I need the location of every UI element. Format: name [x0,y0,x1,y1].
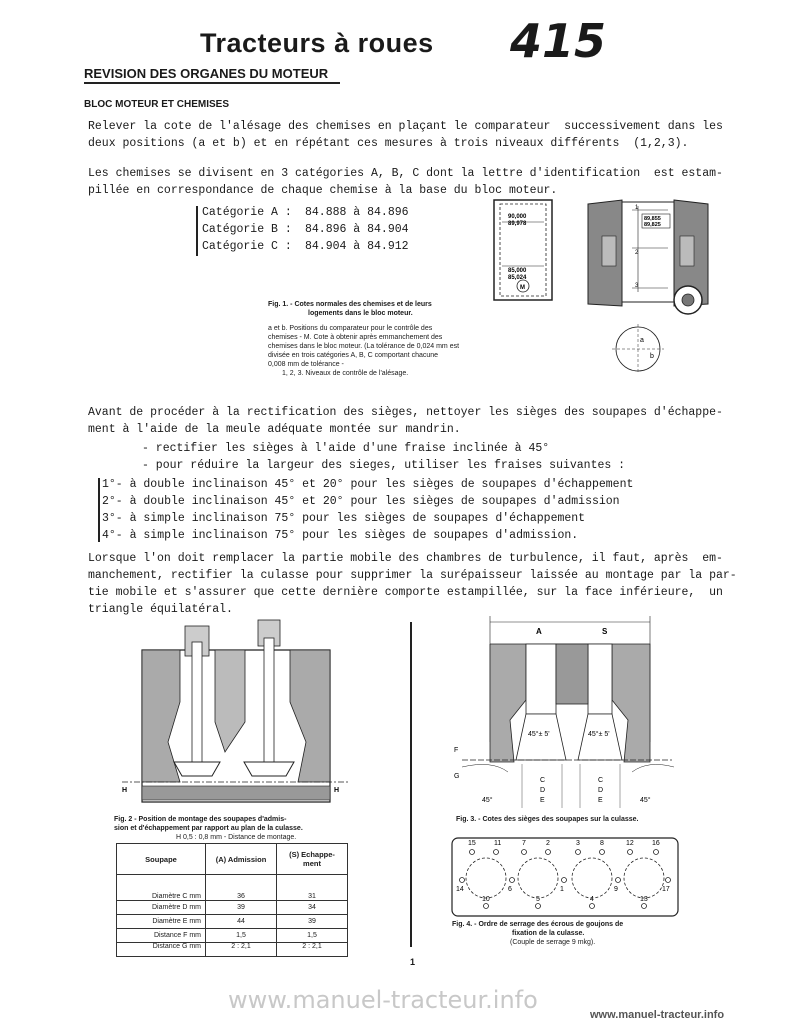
category-c-name: Catégorie C : [202,240,292,253]
category-a-range: 84.888 à 84.896 [305,206,409,219]
fig1-level-3: 3 [635,283,639,289]
fig4-caption [452,920,692,947]
fig1-dim-top-b: 89,978 [508,221,527,227]
fig1-label: Fig. 1. - [268,301,293,308]
table-row [117,875,348,901]
fig2-h-line: H 0,5 : 0,8 mm - Distance de montage. [176,834,297,841]
fig2-h-right: H [334,787,340,794]
subsection-heading: BLOC MOTEUR ET CHEMISES [84,99,230,110]
valve-spec-table [116,843,348,957]
table-cell-admission: 1,5 [206,929,277,943]
table-row [117,929,348,943]
fig1-caption [268,300,483,378]
category-bracket [196,206,198,256]
fig1-desc5: 0,008 mm de tolérance - [268,361,344,368]
fig1-marker: M [520,285,525,291]
fig1-title1: Cotes normales des chemises et de leurs [294,301,432,308]
fig4-top-16: 16 [652,840,660,847]
table-cell-admission: 39 [206,901,277,915]
fig4-mid-14: 14 [456,886,464,893]
table-header-soupape: Soupape [117,844,206,875]
fig2-caption [114,815,374,842]
fig1-block-drawing [582,196,714,376]
fig1-desc4: divisée en trois catégories A, B, C comportant chacune [268,352,439,359]
category-b-range: 84.896 à 84.904 [305,223,409,236]
fig4-mid-6: 6 [508,886,512,893]
para4-line1: Lorsque l'on doit remplacer la partie mobile des chambres de turbulence, il faut, après em- [88,552,723,565]
fig3-drawing [452,612,677,810]
fig4-top-11: 11 [494,840,502,847]
para1-line1: Relever la cote de l'alésage des chemises en plaçant le comparateur successivement dans les [88,120,723,133]
section-heading: REVISION DES ORGANES DU MOTEUR [84,66,329,81]
fig4-mid-9: 9 [614,886,618,893]
para3-bullet1: - rectifier les sièges à l'aide d'une fraise inclinée à 45° [142,442,550,455]
cutter-4: 4°- à simple inclinaison 75° pour les sièges de soupapes d'admission. [102,529,579,542]
fig3-angle4: 45° [640,797,651,804]
fig2-h-left: H [122,787,128,794]
fig4-top-3: 3 [576,840,580,847]
fig1-pos-b: b [650,353,654,360]
watermark-large: www.manuel-tracteur.info [228,986,538,1014]
table-header-admission: (A) Admission [206,844,277,875]
fig4-drawing [450,836,680,918]
fig3-c: C [540,777,546,784]
fig1-liner-drawing [492,198,554,302]
table-cell-label: Diamètre E mm [117,915,206,929]
fig2-drawing [120,612,350,812]
fig4-title2: fixation de la culasse. [512,930,585,937]
table-row [117,901,348,915]
table-row [117,915,348,929]
cutter-2: 2°- à double inclinaison 45° et 20° pour les sièges de soupapes d'admission [102,495,620,508]
fig3-e2: E [598,797,603,804]
fig3-angle1: 45°± 5' [528,731,550,738]
fig3-c2: C [598,777,604,784]
table-cell-echappement: 34 [277,901,348,915]
watermark-small: www.manuel-tracteur.info [590,1009,725,1021]
table-cell-echappement: 31 [277,875,348,901]
fig1-level-1: 1 [635,205,639,211]
fig4-bot-5: 5 [536,896,540,903]
fig2-title2: sion et d'échappement par rapport au plan de la culasse. [114,825,303,832]
fig1-block-dim-a: 89,855 [644,216,661,222]
table-cell-label: Distance F mm [117,929,206,943]
fig2-title1: - Position de montage des soupapes d'admis- [134,816,287,823]
fig3-d: D [540,787,546,794]
cutters-bracket [98,478,100,542]
para4-line4: triangle équilatéral. [88,603,233,616]
fig3-caption [456,815,696,824]
fig1-title2: logements dans le bloc moteur. [308,310,413,317]
table-cell-echappement: 1,5 [277,929,348,943]
page-title: Tracteurs à roues [200,28,434,58]
fig3-f: F [454,747,459,754]
table-cell-echappement: 2 : 2,1 [277,943,348,957]
column-divider [410,622,412,947]
fig4-title1: Ordre de serrage des écrous de goujons de [478,921,624,928]
fig1-desc1: a et b. Positions du comparateur pour le contrôle des [268,325,433,332]
fig1-desc3: chemises dans le bloc moteur. (La tolérance de 0,024 mm est [268,343,460,350]
table-header-row [117,844,348,875]
fig1-dim-bot-a: 85,000 [508,268,527,274]
table-cell-label: Diamètre D mm [117,901,206,915]
fig3-title: Cotes des sièges des soupapes sur la culasse. [482,816,639,823]
fig3-d2: D [598,787,604,794]
fig1-desc6: 1, 2, 3. Niveaux de contrôle de l'alésage. [282,370,409,377]
fig4-bot-10: 10 [482,896,490,903]
fig3-mark-s: S [602,627,608,636]
para3-line2: ment à l'aide de la meule adéquate montée sur mandrin. [88,423,461,436]
fig4-title3: (Couple de serrage 9 mkg). [510,939,596,946]
table-cell-echappement: 39 [277,915,348,929]
fig1-pos-a: a [640,337,644,344]
fig1-desc2: chemises - M. Cote à obtenir après emmanchement des [268,334,443,341]
fig1-level-2: 2 [635,250,639,256]
para4-line2: manchement, rectifier la culasse pour supprimer la surépaisseur laissée au montage par la par- [88,569,737,582]
fig4-top-7: 7 [522,840,526,847]
cutter-1: 1°- à double inclinaison 45° et 20° pour les sièges de soupapes d'échappement [102,478,634,491]
para3-line1: Avant de procéder à la rectification des sièges, nettoyer les sièges des soupapes d'échappe- [88,406,723,419]
table-cell-admission: 36 [206,875,277,901]
page-number: 1 [410,957,416,967]
category-a-name: Catégorie A : [202,206,292,219]
fig3-mark-a: A [536,627,542,636]
category-b-name: Catégorie B : [202,223,292,236]
table-row [117,943,348,957]
fig4-bot-13: 13 [640,896,648,903]
fig4-mid-1: 1 [560,886,564,893]
table-cell-admission: 2 : 2,1 [206,943,277,957]
fig4-mid-17: 17 [662,886,670,893]
table-cell-label: Diamètre C mm [117,875,206,901]
table-cell-label: Distance G mm [117,943,206,957]
table-cell-admission: 44 [206,915,277,929]
model-number: 415 [510,14,607,68]
fig4-top-12: 12 [626,840,634,847]
para2-line1: Les chemises se divisent en 3 catégories A, B, C dont la lettre d'identification est estam- [88,167,723,180]
para3-bullet2: - pour réduire la largeur des sieges, utiliser les fraises suivantes : [142,459,626,472]
section-rule [84,82,340,84]
fig4-top-8: 8 [600,840,604,847]
cutter-3: 3°- à simple inclinaison 75° pour les sièges de soupapes d'échappement [102,512,586,525]
fig3-e: E [540,797,545,804]
fig3-angle3: 45° [482,797,493,804]
para1-line2: deux positions (a et b) et en répétant ces mesures à trois niveaux différents (1,2,3). [88,137,689,150]
fig4-label: Fig. 4. - [452,921,477,928]
fig1-block-dim-b: 89,825 [644,222,661,228]
fig4-top-15: 15 [468,840,476,847]
fig2-label: Fig. 2 [114,816,133,823]
fig1-dim-top-a: 90,000 [508,214,527,220]
fig3-g: G [454,773,460,780]
para2-line2: pillée en correspondance de chaque chemise à la base du bloc moteur. [88,184,558,197]
fig4-bot-4: 4 [590,896,594,903]
fig3-angle2: 45°± 5' [588,731,610,738]
para4-line3: tie mobile et s'assurer que cette dernière comporte estampillée, sur la face inférieure, un [88,586,723,599]
table-header-echappement: (S) Echappe-ment [277,844,348,875]
fig3-label: Fig. 3. - [456,816,481,823]
fig4-top-2: 2 [546,840,550,847]
fig1-dim-bot-b: 85,024 [508,275,527,281]
category-c-range: 84.904 à 84.912 [305,240,409,253]
